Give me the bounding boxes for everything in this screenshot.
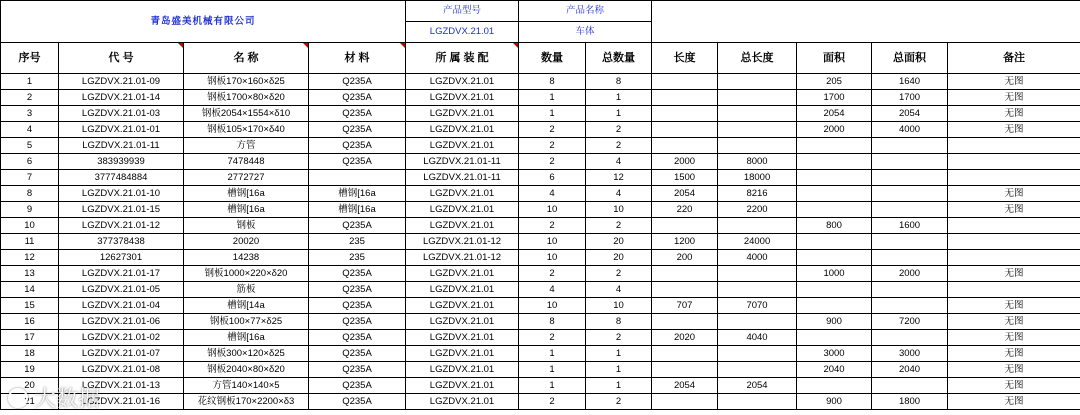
- cell-total-length[interactable]: [718, 346, 797, 362]
- cell-material[interactable]: 槽钢[16a: [309, 202, 406, 218]
- cell-material[interactable]: Q235A: [309, 90, 406, 106]
- cell-assembly[interactable]: LGZDVX.21.01: [406, 362, 519, 378]
- cell-total-qty[interactable]: 2: [586, 266, 652, 282]
- cell-total-length[interactable]: 18000: [718, 170, 797, 186]
- cell-qty[interactable]: 1: [519, 378, 586, 394]
- cell-code[interactable]: LGZDVX.21.01-17: [59, 266, 184, 282]
- cell-total-area[interactable]: 3000: [872, 346, 948, 362]
- cell-index[interactable]: 18: [1, 346, 59, 362]
- table-row: [1, 170, 1080, 186]
- table-row: [1, 138, 1080, 154]
- cell-area[interactable]: 2000: [797, 122, 872, 138]
- cell-remark[interactable]: 无图: [948, 298, 1080, 314]
- cell-length[interactable]: [652, 346, 718, 362]
- table-row: [1, 106, 1080, 122]
- cell-area[interactable]: [797, 330, 872, 346]
- col-header-total-area[interactable]: 总面积: [872, 43, 948, 74]
- col-header-code[interactable]: 代 号: [59, 43, 184, 74]
- cell-total-length[interactable]: [718, 394, 797, 410]
- cell-area[interactable]: [797, 138, 872, 154]
- cell-index[interactable]: 1: [1, 74, 59, 90]
- cell-code[interactable]: 3777484884: [59, 170, 184, 186]
- cell-total-area[interactable]: [872, 250, 948, 266]
- cell-material[interactable]: Q235A: [309, 266, 406, 282]
- col-header-length[interactable]: 长度: [652, 43, 718, 74]
- table-row: [1, 250, 1080, 266]
- cell-qty[interactable]: 10: [519, 234, 586, 250]
- cell-length[interactable]: 2054: [652, 378, 718, 394]
- cell-length[interactable]: 707: [652, 298, 718, 314]
- cell-length[interactable]: 1500: [652, 170, 718, 186]
- cell-total-length[interactable]: [718, 74, 797, 90]
- cell-area[interactable]: [797, 154, 872, 170]
- cell-name[interactable]: 2772727: [184, 170, 309, 186]
- cell-length[interactable]: 1200: [652, 234, 718, 250]
- cell-qty[interactable]: 4: [519, 186, 586, 202]
- cell-name[interactable]: 钢板: [184, 218, 309, 234]
- cell-material[interactable]: Q235A: [309, 330, 406, 346]
- table-row: [1, 74, 1080, 90]
- cell-total-area[interactable]: 1600: [872, 218, 948, 234]
- cell-total-qty[interactable]: 8: [586, 74, 652, 90]
- cell-qty[interactable]: 2: [519, 154, 586, 170]
- cell-code[interactable]: 377378438: [59, 234, 184, 250]
- cell-material[interactable]: Q235A: [309, 106, 406, 122]
- cell-material[interactable]: Q235A: [309, 218, 406, 234]
- cell-assembly[interactable]: LGZDVX.21.01: [406, 346, 519, 362]
- table-row: [1, 186, 1080, 202]
- col-header-qty[interactable]: 数量: [519, 43, 586, 74]
- cell-area[interactable]: [797, 298, 872, 314]
- cell-qty[interactable]: 1: [519, 346, 586, 362]
- cell-area[interactable]: [797, 186, 872, 202]
- cell-assembly[interactable]: LGZDVX.21.01: [406, 298, 519, 314]
- cell-remark[interactable]: [948, 218, 1080, 234]
- cell-code[interactable]: LGZDVX.21.01-11: [59, 138, 184, 154]
- cell-length[interactable]: [652, 394, 718, 410]
- cell-material[interactable]: 槽钢[16a: [309, 186, 406, 202]
- cell-total-length[interactable]: [718, 282, 797, 298]
- cell-name[interactable]: 方管140×140×5: [184, 378, 309, 394]
- cell-total-qty[interactable]: 1: [586, 90, 652, 106]
- cell-name[interactable]: 槽钢[16a: [184, 202, 309, 218]
- cell-total-length[interactable]: 2054: [718, 378, 797, 394]
- cell-total-area[interactable]: 1800: [872, 394, 948, 410]
- cell-code[interactable]: LGZDVX.21.01-02: [59, 330, 184, 346]
- cell-length[interactable]: [652, 122, 718, 138]
- cell-name[interactable]: 钢板2040×80×δ20: [184, 362, 309, 378]
- cell-qty[interactable]: 1: [519, 362, 586, 378]
- cell-name[interactable]: 花纹钢板170×2200×δ3: [184, 394, 309, 410]
- cell-material[interactable]: Q235A: [309, 394, 406, 410]
- table-row: [1, 314, 1080, 330]
- cell-qty[interactable]: 4: [519, 282, 586, 298]
- col-header-index[interactable]: 序号: [1, 43, 59, 74]
- cell-index[interactable]: 6: [1, 154, 59, 170]
- cell-index[interactable]: 20: [1, 378, 59, 394]
- cell-assembly[interactable]: LGZDVX.21.01: [406, 106, 519, 122]
- cell-total-area[interactable]: 2000: [872, 266, 948, 282]
- cell-code[interactable]: LGZDVX.21.01-05: [59, 282, 184, 298]
- cell-remark[interactable]: [948, 154, 1080, 170]
- cell-assembly[interactable]: LGZDVX.21.01: [406, 330, 519, 346]
- cell-total-length[interactable]: 4000: [718, 250, 797, 266]
- cell-index[interactable]: 15: [1, 298, 59, 314]
- cell-name[interactable]: 槽钢[16a: [184, 186, 309, 202]
- cell-total-length[interactable]: [718, 138, 797, 154]
- cell-remark[interactable]: 无图: [948, 362, 1080, 378]
- cell-total-qty[interactable]: 8: [586, 314, 652, 330]
- cell-code[interactable]: LGZDVX.21.01-15: [59, 202, 184, 218]
- cell-qty[interactable]: 2: [519, 122, 586, 138]
- cell-qty[interactable]: 10: [519, 298, 586, 314]
- cell-material[interactable]: Q235A: [309, 282, 406, 298]
- cell-remark[interactable]: [948, 234, 1080, 250]
- cell-assembly[interactable]: LGZDVX.21.01: [406, 138, 519, 154]
- cell-total-length[interactable]: [718, 362, 797, 378]
- cell-length[interactable]: [652, 362, 718, 378]
- header-blank[interactable]: [652, 1, 1080, 43]
- table-row: [1, 394, 1080, 410]
- cell-name[interactable]: 槽钢[16a: [184, 330, 309, 346]
- cell-total-length[interactable]: [718, 266, 797, 282]
- cell-total-qty[interactable]: 2: [586, 394, 652, 410]
- cell-assembly[interactable]: LGZDVX.21.01: [406, 378, 519, 394]
- cell-assembly[interactable]: LGZDVX.21.01: [406, 282, 519, 298]
- cell-remark[interactable]: 无图: [948, 378, 1080, 394]
- cell-length[interactable]: [652, 218, 718, 234]
- cell-index[interactable]: 14: [1, 282, 59, 298]
- cell-code[interactable]: LGZDVX.21.01-01: [59, 122, 184, 138]
- cell-assembly[interactable]: LGZDVX.21.01: [406, 90, 519, 106]
- cell-name[interactable]: 槽钢[14a: [184, 298, 309, 314]
- cell-total-length[interactable]: [718, 314, 797, 330]
- cell-total-area[interactable]: [872, 378, 948, 394]
- cell-total-qty[interactable]: 1: [586, 378, 652, 394]
- cell-area[interactable]: 205: [797, 74, 872, 90]
- cell-index[interactable]: 5: [1, 138, 59, 154]
- cell-name[interactable]: 14238: [184, 250, 309, 266]
- cell-total-qty[interactable]: 2: [586, 218, 652, 234]
- cell-index[interactable]: 7: [1, 170, 59, 186]
- cell-total-area[interactable]: 1640: [872, 74, 948, 90]
- cell-name[interactable]: 筋板: [184, 282, 309, 298]
- cell-material[interactable]: Q235A: [309, 378, 406, 394]
- cell-total-qty[interactable]: 4: [586, 154, 652, 170]
- cell-material[interactable]: Q235A: [309, 74, 406, 90]
- company-name: 青岛盛美机械有限公司: [1, 1, 406, 43]
- cell-total-qty[interactable]: 1: [586, 346, 652, 362]
- cell-assembly[interactable]: LGZDVX.21.01-12: [406, 250, 519, 266]
- cell-total-length[interactable]: 24000: [718, 234, 797, 250]
- cell-length[interactable]: 2020: [652, 330, 718, 346]
- cell-total-qty[interactable]: 1: [586, 362, 652, 378]
- cell-area[interactable]: 2054: [797, 106, 872, 122]
- cell-assembly[interactable]: LGZDVX.21.01: [406, 122, 519, 138]
- table-row: [1, 154, 1080, 170]
- cell-qty[interactable]: 2: [519, 394, 586, 410]
- cell-assembly[interactable]: LGZDVX.21.01: [406, 314, 519, 330]
- cell-index[interactable]: 3: [1, 106, 59, 122]
- cell-assembly[interactable]: LGZDVX.21.01: [406, 218, 519, 234]
- cell-qty[interactable]: 8: [519, 74, 586, 90]
- table-row: [1, 282, 1080, 298]
- cell-assembly[interactable]: LGZDVX.21.01-11: [406, 154, 519, 170]
- product-model-label: 产品型号: [406, 1, 519, 22]
- cell-remark[interactable]: 无图: [948, 90, 1080, 106]
- col-header-material[interactable]: 材 料: [309, 43, 406, 74]
- cell-material[interactable]: Q235A: [309, 362, 406, 378]
- cell-qty[interactable]: 10: [519, 202, 586, 218]
- cell-total-qty[interactable]: 2: [586, 330, 652, 346]
- cell-name[interactable]: 钢板300×120×δ25: [184, 346, 309, 362]
- cell-remark[interactable]: 无图: [948, 74, 1080, 90]
- cell-area[interactable]: [797, 378, 872, 394]
- cell-index[interactable]: 4: [1, 122, 59, 138]
- cell-index[interactable]: 17: [1, 330, 59, 346]
- table-row: [1, 218, 1080, 234]
- cell-material[interactable]: [309, 170, 406, 186]
- cell-code[interactable]: 12627301: [59, 250, 184, 266]
- cell-code[interactable]: LGZDVX.21.01-16: [59, 394, 184, 410]
- cell-total-qty[interactable]: 1: [586, 106, 652, 122]
- cell-assembly[interactable]: LGZDVX.21.01: [406, 394, 519, 410]
- cell-qty[interactable]: 2: [519, 330, 586, 346]
- table-row: [1, 202, 1080, 218]
- cell-code[interactable]: LGZDVX.21.01-14: [59, 90, 184, 106]
- cell-remark[interactable]: 无图: [948, 186, 1080, 202]
- cell-area[interactable]: 800: [797, 218, 872, 234]
- cell-total-area[interactable]: 1700: [872, 90, 948, 106]
- cell-remark[interactable]: 无图: [948, 346, 1080, 362]
- col-header-total-length[interactable]: 总长度: [718, 43, 797, 74]
- cell-total-area[interactable]: [872, 186, 948, 202]
- cell-total-length[interactable]: 8216: [718, 186, 797, 202]
- cell-qty[interactable]: 1: [519, 106, 586, 122]
- table-row: [1, 122, 1080, 138]
- cell-material[interactable]: 235: [309, 234, 406, 250]
- table-row: [1, 346, 1080, 362]
- cell-assembly[interactable]: LGZDVX.21.01: [406, 266, 519, 282]
- cell-index[interactable]: 10: [1, 218, 59, 234]
- cell-qty[interactable]: 2: [519, 218, 586, 234]
- cell-name[interactable]: 7478448: [184, 154, 309, 170]
- cell-total-area[interactable]: [872, 138, 948, 154]
- table-row: [1, 378, 1080, 394]
- cell-area[interactable]: [797, 170, 872, 186]
- cell-area[interactable]: 1700: [797, 90, 872, 106]
- cell-length[interactable]: [652, 282, 718, 298]
- cell-name[interactable]: 钢板1700×80×δ20: [184, 90, 309, 106]
- col-header-name[interactable]: 名 称: [184, 43, 309, 74]
- cell-index[interactable]: 11: [1, 234, 59, 250]
- cell-area[interactable]: 3000: [797, 346, 872, 362]
- cell-total-qty[interactable]: 10: [586, 298, 652, 314]
- cell-code[interactable]: LGZDVX.21.01-13: [59, 378, 184, 394]
- cell-area[interactable]: 2040: [797, 362, 872, 378]
- product-name-label: 产品名称: [519, 1, 652, 22]
- cell-code[interactable]: LGZDVX.21.01-12: [59, 218, 184, 234]
- cell-code[interactable]: LGZDVX.21.01-07: [59, 346, 184, 362]
- cell-index[interactable]: 2: [1, 90, 59, 106]
- cell-name[interactable]: 钢板2054×1554×δ10: [184, 106, 309, 122]
- cell-remark[interactable]: 无图: [948, 314, 1080, 330]
- cell-total-area[interactable]: [872, 330, 948, 346]
- cell-code[interactable]: LGZDVX.21.01-09: [59, 74, 184, 90]
- cell-total-qty[interactable]: 20: [586, 250, 652, 266]
- cell-total-qty[interactable]: 4: [586, 282, 652, 298]
- cell-code[interactable]: LGZDVX.21.01-04: [59, 298, 184, 314]
- watermark-text: 大数据: [34, 387, 101, 412]
- cell-total-area[interactable]: 7200: [872, 314, 948, 330]
- cell-name[interactable]: 方管: [184, 138, 309, 154]
- cell-index[interactable]: 19: [1, 362, 59, 378]
- col-header-assembly[interactable]: 所 属 装 配: [406, 43, 519, 74]
- cell-name[interactable]: 钢板105×170×δ40: [184, 122, 309, 138]
- cell-length[interactable]: 220: [652, 202, 718, 218]
- cell-material[interactable]: Q235A: [309, 154, 406, 170]
- cell-qty[interactable]: 1: [519, 90, 586, 106]
- cell-remark[interactable]: 无图: [948, 330, 1080, 346]
- cell-remark[interactable]: 无图: [948, 122, 1080, 138]
- cell-length[interactable]: [652, 106, 718, 122]
- cell-qty[interactable]: 6: [519, 170, 586, 186]
- table-row: [1, 90, 1080, 106]
- cell-material[interactable]: Q235A: [309, 314, 406, 330]
- cell-area[interactable]: [797, 282, 872, 298]
- cell-remark[interactable]: 无图: [948, 202, 1080, 218]
- cell-code[interactable]: LGZDVX.21.01-06: [59, 314, 184, 330]
- col-header-remark[interactable]: 备注: [948, 43, 1080, 74]
- table-row: [1, 330, 1080, 346]
- cell-assembly[interactable]: LGZDVX.21.01: [406, 74, 519, 90]
- cell-qty[interactable]: 10: [519, 250, 586, 266]
- cell-area[interactable]: [797, 250, 872, 266]
- cell-length[interactable]: 200: [652, 250, 718, 266]
- cell-total-length[interactable]: 7070: [718, 298, 797, 314]
- cell-total-qty[interactable]: 10: [586, 202, 652, 218]
- cell-area[interactable]: 1000: [797, 266, 872, 282]
- cell-total-area[interactable]: [872, 202, 948, 218]
- cell-code[interactable]: LGZDVX.21.01-03: [59, 106, 184, 122]
- col-header-total-qty[interactable]: 总数量: [586, 43, 652, 74]
- table-row: [1, 298, 1080, 314]
- cell-total-area[interactable]: [872, 298, 948, 314]
- cell-code[interactable]: LGZDVX.21.01-10: [59, 186, 184, 202]
- col-header-area[interactable]: 面积: [797, 43, 872, 74]
- cell-total-area[interactable]: [872, 234, 948, 250]
- column-header-row: [1, 43, 1080, 74]
- cell-length[interactable]: 2054: [652, 186, 718, 202]
- cell-remark[interactable]: [948, 138, 1080, 154]
- cell-area[interactable]: 900: [797, 314, 872, 330]
- cell-qty[interactable]: 8: [519, 314, 586, 330]
- cell-remark[interactable]: [948, 250, 1080, 266]
- cell-qty[interactable]: 2: [519, 138, 586, 154]
- cell-total-area[interactable]: 2054: [872, 106, 948, 122]
- cell-name[interactable]: 钢板170×160×δ25: [184, 74, 309, 90]
- cell-area[interactable]: [797, 234, 872, 250]
- cell-total-area[interactable]: [872, 282, 948, 298]
- table-row: [1, 266, 1080, 282]
- cell-total-area[interactable]: [872, 170, 948, 186]
- cell-total-length[interactable]: [718, 106, 797, 122]
- cell-material[interactable]: Q235A: [309, 138, 406, 154]
- cell-code[interactable]: LGZDVX.21.01-08: [59, 362, 184, 378]
- cell-total-qty[interactable]: 2: [586, 122, 652, 138]
- cell-total-qty[interactable]: 12: [586, 170, 652, 186]
- cell-material[interactable]: Q235A: [309, 346, 406, 362]
- cell-name[interactable]: 钢板1000×220×δ20: [184, 266, 309, 282]
- cell-assembly[interactable]: LGZDVX.21.01: [406, 202, 519, 218]
- cell-code[interactable]: 383939939: [59, 154, 184, 170]
- cell-assembly[interactable]: LGZDVX.21.01-12: [406, 234, 519, 250]
- cell-index[interactable]: 16: [1, 314, 59, 330]
- cell-assembly[interactable]: LGZDVX.21.01-11: [406, 170, 519, 186]
- cell-length[interactable]: [652, 138, 718, 154]
- cell-length[interactable]: 2000: [652, 154, 718, 170]
- cell-index[interactable]: 21: [1, 394, 59, 410]
- cell-total-length[interactable]: [718, 90, 797, 106]
- cell-total-qty[interactable]: 2: [586, 138, 652, 154]
- cell-length[interactable]: [652, 90, 718, 106]
- cell-name[interactable]: 20020: [184, 234, 309, 250]
- product-name-value[interactable]: 车体: [519, 22, 652, 43]
- cell-area[interactable]: [797, 202, 872, 218]
- cell-name[interactable]: 钢板100×77×δ25: [184, 314, 309, 330]
- cell-index[interactable]: 9: [1, 202, 59, 218]
- table-row: [1, 362, 1080, 378]
- cell-total-area[interactable]: 2040: [872, 362, 948, 378]
- cell-total-qty[interactable]: 20: [586, 234, 652, 250]
- cell-remark[interactable]: 无图: [948, 266, 1080, 282]
- cell-index[interactable]: 13: [1, 266, 59, 282]
- cell-index[interactable]: 12: [1, 250, 59, 266]
- cell-total-length[interactable]: 2200: [718, 202, 797, 218]
- cell-total-length[interactable]: 8000: [718, 154, 797, 170]
- cell-total-area[interactable]: 4000: [872, 122, 948, 138]
- cell-length[interactable]: [652, 266, 718, 282]
- cell-remark[interactable]: [948, 282, 1080, 298]
- cell-material[interactable]: 235: [309, 250, 406, 266]
- cell-remark[interactable]: 无图: [948, 106, 1080, 122]
- cell-material[interactable]: Q235A: [309, 298, 406, 314]
- cell-material[interactable]: Q235A: [309, 122, 406, 138]
- cell-area[interactable]: 900: [797, 394, 872, 410]
- cell-remark[interactable]: 无图: [948, 394, 1080, 410]
- table-row: [1, 234, 1080, 250]
- cell-qty[interactable]: 2: [519, 266, 586, 282]
- cell-total-length[interactable]: 4040: [718, 330, 797, 346]
- cell-remark[interactable]: [948, 170, 1080, 186]
- cell-total-qty[interactable]: 4: [586, 186, 652, 202]
- cell-length[interactable]: [652, 314, 718, 330]
- cell-total-area[interactable]: [872, 154, 948, 170]
- cell-total-length[interactable]: [718, 122, 797, 138]
- product-model-value[interactable]: LGZDVX.21.01: [406, 22, 519, 43]
- cell-assembly[interactable]: LGZDVX.21.01: [406, 186, 519, 202]
- cell-index[interactable]: 8: [1, 186, 59, 202]
- cell-length[interactable]: [652, 74, 718, 90]
- cell-total-length[interactable]: [718, 218, 797, 234]
